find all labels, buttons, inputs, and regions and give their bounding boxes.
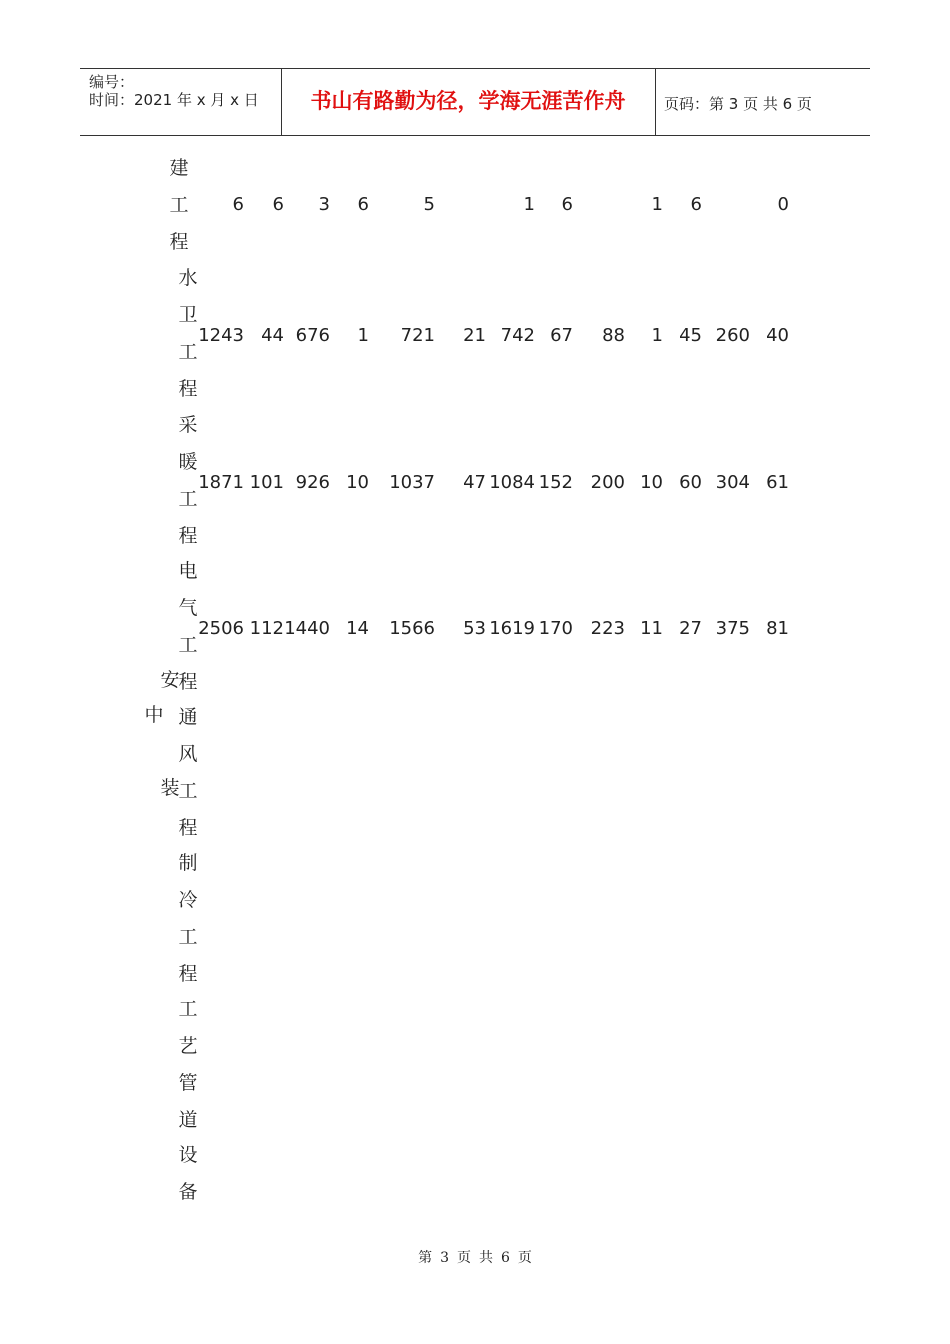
- page-footer: [0, 1247, 950, 1267]
- table-cell: 742: [500, 325, 535, 346]
- table-cell: 60: [679, 472, 702, 493]
- table-cell: 67: [550, 325, 573, 346]
- table-cell: 170: [538, 618, 573, 639]
- row-label-char: 工: [178, 998, 198, 1020]
- row-label-char: 电: [178, 560, 198, 582]
- table-cell: 676: [295, 325, 330, 346]
- header-bottom-border: [80, 135, 870, 136]
- row-label-char: 程: [169, 231, 189, 253]
- row-label-char: 气: [178, 597, 198, 619]
- table-cell: 81: [766, 618, 789, 639]
- table-cell: 61: [766, 472, 789, 493]
- table-cell: 6: [357, 194, 369, 215]
- table-cell: 1243: [198, 325, 244, 346]
- row-label-char: 工: [169, 194, 189, 216]
- table-cell: 45: [679, 325, 702, 346]
- row-label-char: 备: [178, 1181, 198, 1203]
- table-cell: 14: [346, 618, 369, 639]
- table-cell: 40: [766, 325, 789, 346]
- table-cell: 47: [463, 472, 486, 493]
- footer-total-pages: 6: [501, 1250, 510, 1266]
- row-label-char: 采: [178, 414, 198, 436]
- group-label-char: 安: [160, 669, 180, 691]
- row-label-char: 工: [178, 780, 198, 802]
- table-cell: 44: [261, 325, 284, 346]
- table-cell: 112: [249, 618, 284, 639]
- motto-text: 书山有路勤为径，学海无涯苦作舟: [310, 88, 626, 113]
- row-label-char: 道: [178, 1109, 198, 1131]
- group-label-char: 装: [160, 777, 180, 799]
- table-cell: 53: [463, 618, 486, 639]
- table-cell: 5: [423, 194, 435, 215]
- table-cell: 2506: [198, 618, 244, 639]
- row-label-char: 程: [178, 671, 198, 693]
- row-label-char: 工: [178, 634, 198, 656]
- table-cell: 21: [463, 325, 486, 346]
- table-cell: 6: [232, 194, 244, 215]
- table-cell: 3: [318, 194, 330, 215]
- row-label-char: 制: [178, 852, 198, 874]
- footer-page-prefix: 第: [418, 1250, 433, 1266]
- table-cell: 260: [715, 325, 750, 346]
- footer-total-prefix: 共: [479, 1250, 493, 1266]
- table-cell: 1: [651, 194, 663, 215]
- table-cell: 6: [272, 194, 284, 215]
- row-label-char: 艺: [178, 1035, 198, 1057]
- row-label-char: 冷: [178, 889, 198, 911]
- table-cell: 1871: [198, 472, 244, 493]
- table-cell: 1: [357, 325, 369, 346]
- row-label-char: 工: [178, 341, 198, 363]
- row-label-char: 程: [178, 378, 198, 400]
- table-cell: 200: [590, 472, 625, 493]
- table-cell: 304: [715, 472, 750, 493]
- page-info: 页码：第 3 页 共 6 页: [664, 95, 812, 113]
- document-number-label: 编号：: [89, 73, 135, 91]
- row-label-char: 工: [178, 926, 198, 948]
- row-label-char: 设: [178, 1144, 198, 1166]
- table-cell: 375: [715, 618, 750, 639]
- table-cell: 1566: [389, 618, 435, 639]
- table-cell: 6: [561, 194, 573, 215]
- table-cell: 152: [538, 472, 573, 493]
- document-date: 时间：2021 年 x 月 x 日: [89, 91, 259, 109]
- footer-total-unit: 页: [517, 1250, 532, 1266]
- row-label-char: 通: [178, 706, 198, 728]
- table-cell: 10: [346, 472, 369, 493]
- table-cell: 721: [400, 325, 435, 346]
- table-cell: 926: [295, 472, 330, 493]
- row-label-char: 卫: [178, 304, 198, 326]
- table-cell: 1: [523, 194, 535, 215]
- table-cell: 6: [690, 194, 702, 215]
- header-top-border: [80, 68, 870, 69]
- group-label-char: 中: [144, 704, 164, 726]
- footer-page-number: 3: [440, 1250, 449, 1266]
- row-label-char: 程: [178, 963, 198, 985]
- row-label-char: 水: [178, 267, 198, 289]
- row-label-char: 程: [178, 525, 198, 547]
- table-cell: 101: [249, 472, 284, 493]
- row-label-char: 程: [178, 817, 198, 839]
- row-label-char: 工: [178, 488, 198, 510]
- table-cell: 27: [679, 618, 702, 639]
- table-cell: 1084: [489, 472, 535, 493]
- row-label-char: 管: [178, 1072, 198, 1094]
- table-cell: 0: [777, 194, 789, 215]
- table-cell: 1619: [489, 618, 535, 639]
- header-divider-right: [655, 69, 656, 136]
- table-cell: 1037: [389, 472, 435, 493]
- footer-page-unit: 页: [457, 1250, 471, 1266]
- row-label-char: 暖: [178, 451, 198, 473]
- table-cell: 11: [640, 618, 663, 639]
- table-cell: 88: [602, 325, 625, 346]
- table-cell: 10: [640, 472, 663, 493]
- table-cell: 223: [590, 618, 625, 639]
- row-label-char: 建: [169, 157, 189, 179]
- row-label-char: 风: [178, 743, 198, 765]
- table-cell: 1: [651, 325, 663, 346]
- table-cell: 1440: [284, 618, 330, 639]
